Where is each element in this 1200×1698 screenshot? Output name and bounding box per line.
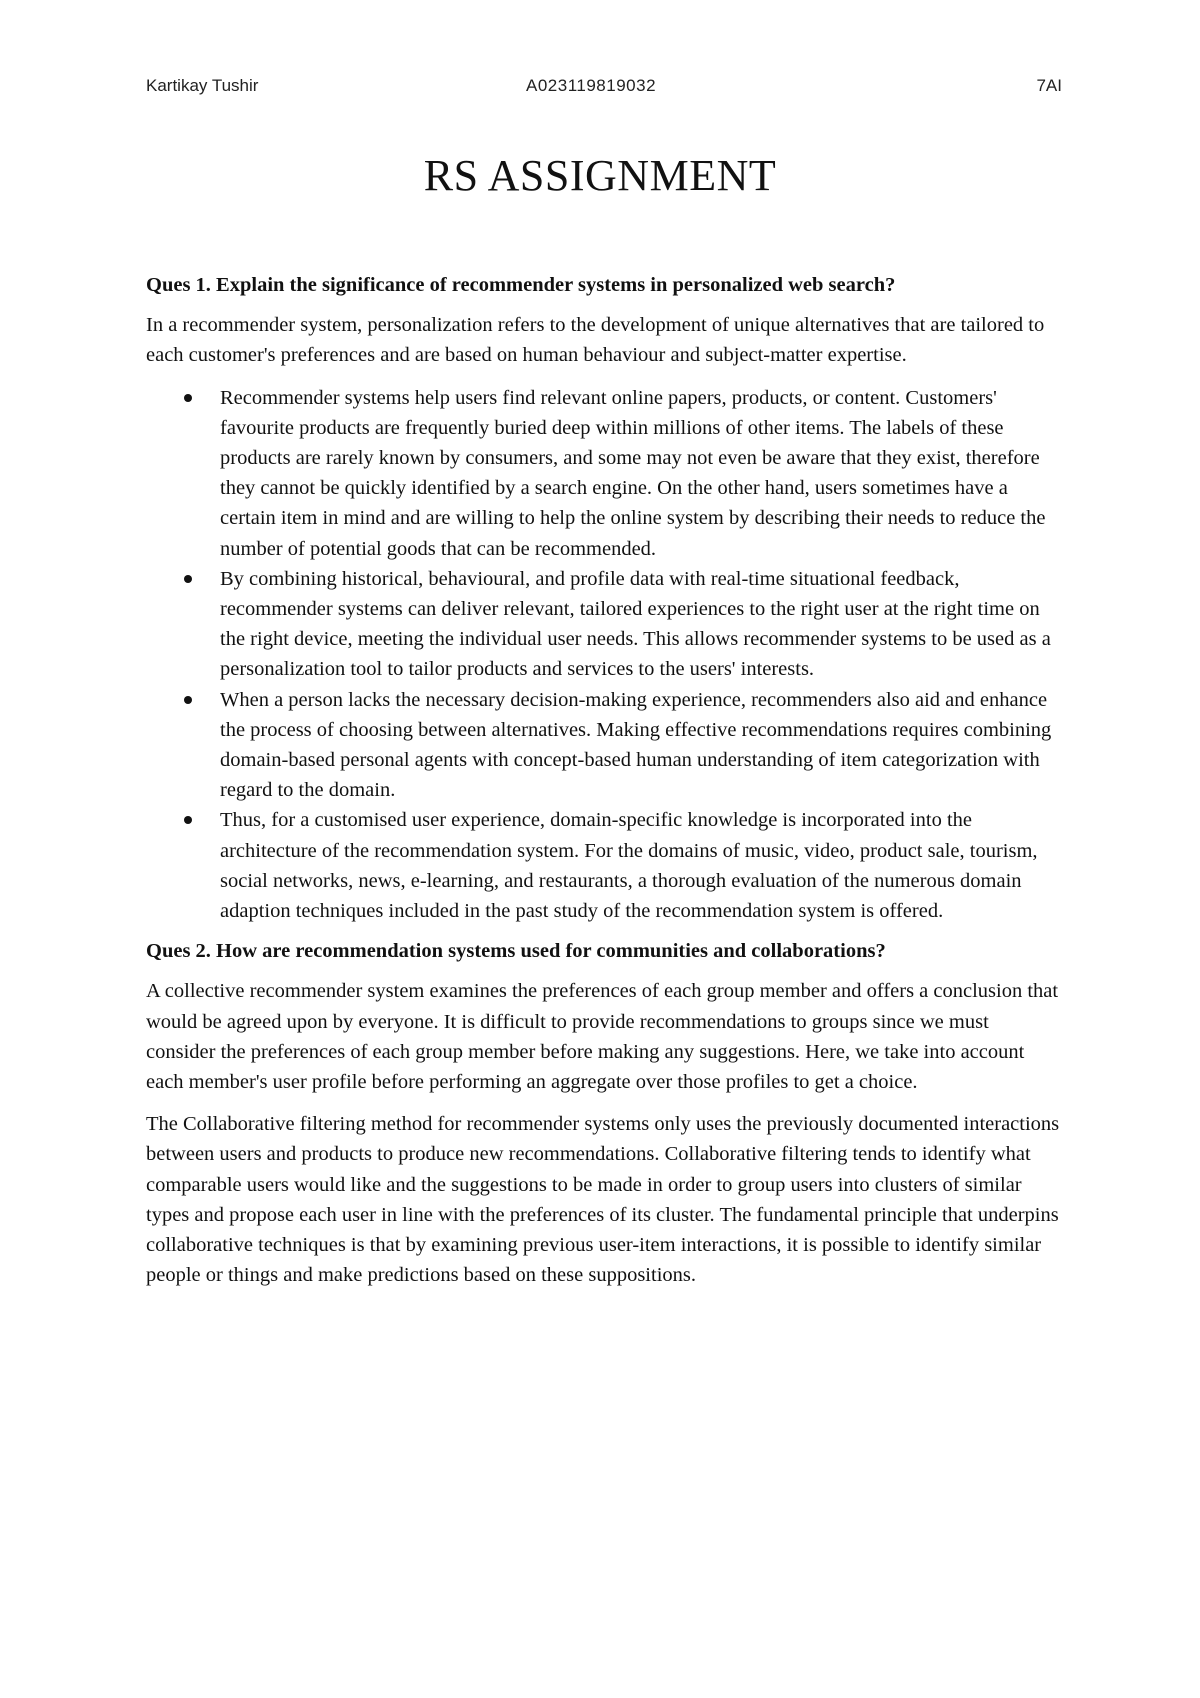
section-label: 7AI [1036, 76, 1062, 95]
bullet-icon [184, 696, 192, 704]
roll-number: A023119819032 [526, 76, 657, 95]
question-2-paragraph: The Collaborative filtering method for recommender systems only uses the previously documented interactions between users and products to produce new recommendations. Collaborative filtering tends to identify what comparable users would like and the suggestions to be made in order to group users into clusters of similar types and propose each user in line with the preferences of its cluster. The fundamental principle that underpins collaborative techniques is that by examining previous user-item interactions, it is possible to identify similar people or things and make predictions based on these suppositions. [146, 1113, 1060, 1287]
bullet-item [146, 564, 1062, 685]
question-2-heading: Ques 2. How are recommendation systems used for communities and collaborations? [146, 940, 886, 963]
bullet-item [146, 685, 1062, 806]
document-title: RS ASSIGNMENT [423, 151, 777, 200]
author-name: Kartikay Tushir [146, 76, 259, 95]
question-1-intro: In a recommender system, personalization refers to the development of unique alternatives that are tailored to each customer's preferences and are based on human behaviour and subject-matter expertise. [146, 314, 1045, 367]
bullet-icon [184, 816, 192, 824]
bullet-text: By combining historical, behavioural, and profile data with real-time situational feedback, recommender systems can deliver relevant, tailored experiences to the right user at the right time on the right device, meeting the individual user needs. This allows recommender systems to be used as a personalization tool to tailor products and services to the users' interests. [220, 567, 1051, 681]
question-2-paragraph: A collective recommender system examines the preferences of each group member and offers a conclusion that would be agreed upon by everyone. It is difficult to provide recommendations to groups since we must consider the preferences of each group member before making any suggestions. Here, we take into account each member's user profile before performing an aggregate over those profiles to get a choice. [146, 980, 1059, 1094]
question-1-heading: Ques 1. Explain the significance of recommender systems in personalized web search? [146, 274, 896, 296]
question-1-bullet-list [146, 383, 1062, 927]
bullet-text: When a person lacks the necessary decision-making experience, recommenders also aid and enhance the process of choosing between alternatives. Making effective recommendations requires combining domain-based personal agents with concept-based human understanding of item categorization with regard to the domain. [220, 688, 1052, 802]
bullet-text: Thus, for a customised user experience, domain-specific knowledge is incorporated into the architecture of the recommendation system. For the domains of music, video, product sale, tourism, social networks, news, e-learning, and restaurants, a thorough evaluation of the numerous domain adaption techniques included in the past study of the recommendation system is offered. [220, 809, 1038, 923]
bullet-icon [184, 394, 192, 402]
bullet-text: Recommender systems help users find relevant online papers, products, or content. Customers' favourite products are frequently buried deep within millions of other items. The labels of these products are rarely known by consumers, and some may not even be aware that they exist, therefore they cannot be quickly identified by a search engine. On the other hand, users sometimes have a certain item in mind and are willing to help the online system by describing their needs to reduce the number of potential goods that can be recommended. [220, 386, 1046, 560]
document-body [146, 270, 1062, 1303]
page-header [146, 76, 1062, 102]
bullet-item [146, 383, 1062, 564]
bullet-icon [184, 575, 192, 583]
bullet-item [146, 805, 1062, 926]
